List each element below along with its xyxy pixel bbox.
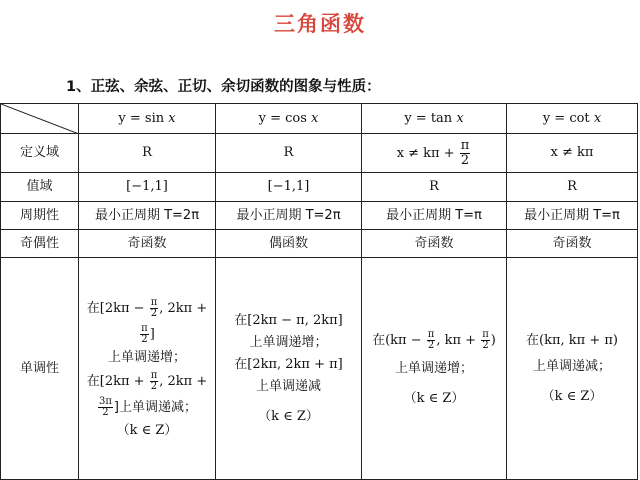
- period-cot: 最小正周期 T=π: [507, 202, 638, 230]
- range-tan: R: [362, 173, 507, 202]
- domain-cot: x ≠ kπ: [507, 134, 638, 173]
- parity-cos: 偶函数: [216, 230, 362, 258]
- monotonicity-tan: 在(kπ − $\frac{\pi}{2}$ , kπ + $\frac{\pi}{2}$ ) 上单调递增； （k ∈ Z）: [362, 258, 507, 480]
- diagonal-line: [1, 104, 79, 134]
- domain-tan: x ≠ kπ + $\frac{\pi}{2}$: [362, 134, 507, 173]
- row-label-period: 周期性: [1, 202, 79, 230]
- period-cos: 最小正周期 T=2π: [216, 202, 362, 230]
- properties-table: [0, 103, 638, 480]
- header-sin: y = sin x: [79, 104, 216, 134]
- header-cos: y = cos x: [216, 104, 362, 134]
- row-label-parity: 奇偶性: [1, 230, 79, 258]
- header-tan: y = tan x: [362, 104, 507, 134]
- row-parity: [1, 230, 638, 258]
- page-title: 三角函数: [274, 12, 366, 36]
- period-sin: 最小正周期 T=2π: [79, 202, 216, 230]
- row-period: [1, 202, 638, 230]
- monotonicity-cos: 在[2kπ − π, 2kπ] 上单调递增； 在[2kπ, 2kπ + π] 上单调递减 （k ∈ Z）: [216, 258, 362, 480]
- row-domain: [1, 134, 638, 173]
- header-cot: y = cot x: [507, 104, 638, 134]
- row-label-monotonicity: 单调性: [1, 258, 79, 480]
- parity-sin: 奇函数: [79, 230, 216, 258]
- range-sin: [−1,1]: [79, 173, 216, 202]
- header-row: [1, 104, 638, 134]
- range-cot: R: [507, 173, 638, 202]
- range-cos: [−1,1]: [216, 173, 362, 202]
- row-label-range: 值域: [1, 173, 79, 202]
- domain-sin: R: [79, 134, 216, 173]
- row-range: [1, 173, 638, 202]
- section-heading: 1、正弦、余弦、正切、余切函数的图象与性质：: [66, 79, 381, 95]
- period-tan: 最小正周期 T=π: [362, 202, 507, 230]
- corner-cell: [1, 104, 79, 134]
- domain-cos: R: [216, 134, 362, 173]
- parity-tan: 奇函数: [362, 230, 507, 258]
- row-label-domain: 定义域: [1, 134, 79, 173]
- row-monotonicity: [1, 258, 638, 480]
- monotonicity-sin: 在[2kπ − $\frac{\pi}{2}$ , 2kπ + $\frac{\pi}{2}$ ] 上单调递增； 在[2kπ + $\frac{\pi}{2}$ , 2kπ + $\frac{3\pi}{2}$ ]上单调递减； （k ∈ Z）: [79, 258, 216, 480]
- parity-cot: 奇函数: [507, 230, 638, 258]
- monotonicity-cot: 在(kπ, kπ + π) 上单调递减； （k ∈ Z）: [507, 258, 638, 480]
